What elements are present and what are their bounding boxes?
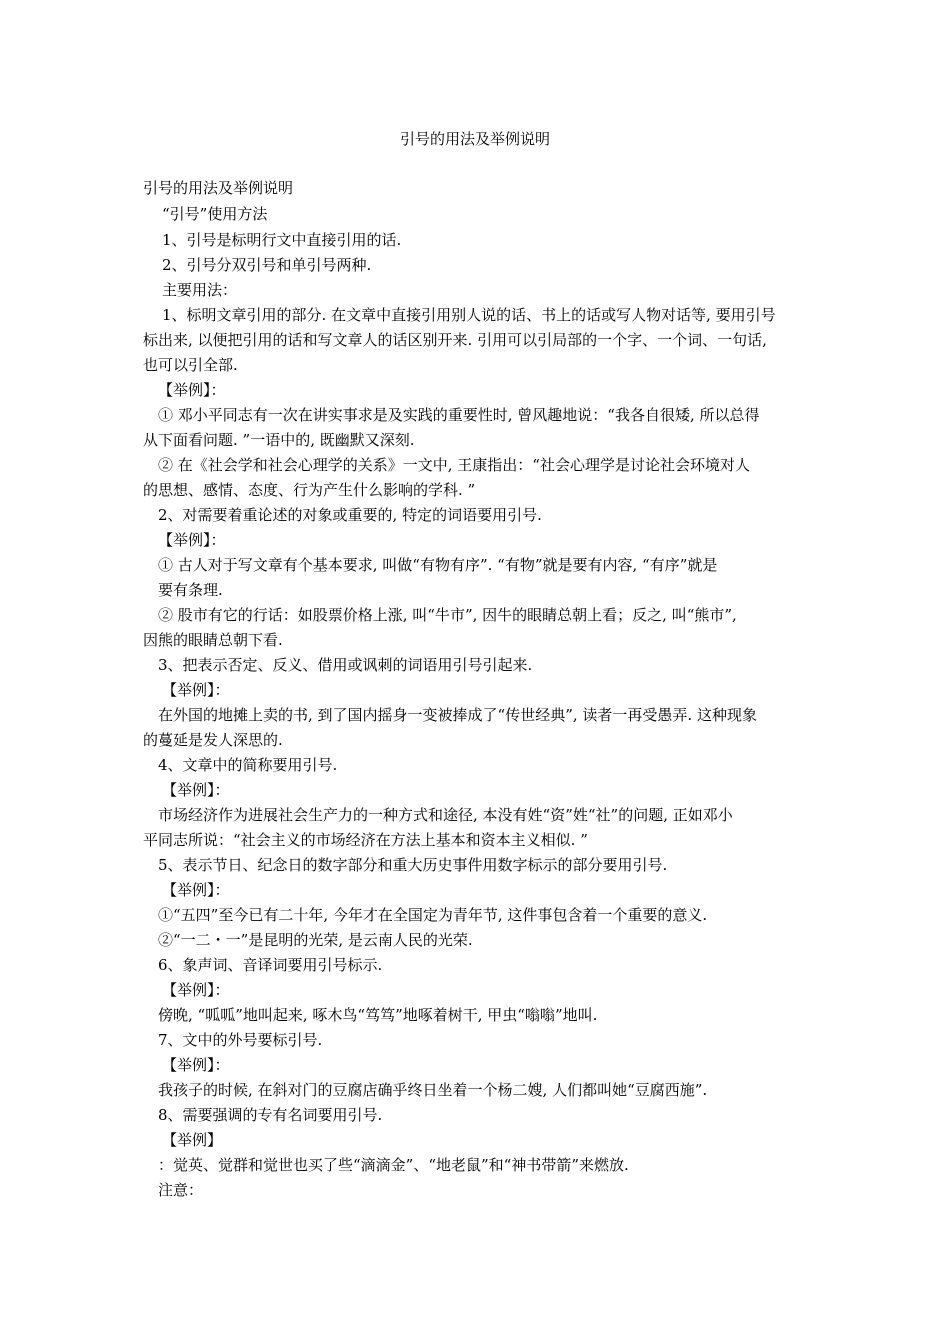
- paragraph-line: 因熊的眼睛总朝下看.: [143, 631, 283, 649]
- example-heading: 【举例】：: [158, 531, 226, 549]
- paragraph-line: 3、把表示否定、反义、借用或讽刺的词语用引号引起来.: [158, 656, 533, 674]
- paragraph-line: 市场经济作为进展社会生产力的一种方式和途径, 本没有姓“资”姓“社”的问题, 正如邓小: [158, 806, 733, 824]
- paragraph-line: 7、文中的外号要标引号.: [158, 1031, 323, 1049]
- paragraph-line: 傍晚, “呱呱”地叫起来, 啄木鸟“笃笃”地啄着树干, 甲虫“嗡嗡”地叫.: [158, 1006, 598, 1024]
- example-heading: 【举例】：: [162, 1056, 230, 1074]
- document-title: 引号的用法及举例说明: [399, 130, 550, 148]
- paragraph-line: 也可以引全部.: [143, 356, 238, 374]
- example-heading: 【举例】：: [162, 881, 230, 899]
- paragraph-line: 注意：: [158, 1181, 204, 1199]
- paragraph-line: ① 古人对于写文章有个基本要求, 叫做“有物有序”. “有物”就是要有内容, “有序”就是: [158, 556, 718, 574]
- paragraph-line: 5、表示节日、纪念日的数字部分和重大历史事件用数字标示的部分要用引号.: [158, 856, 668, 874]
- paragraph-line: 的思想、感情、态度、行为产生什么影响的学科. ”: [143, 481, 476, 499]
- paragraph-line: 我孩子的时候, 在斜对门的豆腐店确乎终日坐着一个杨二嫂, 人们都叫她“豆腐西施”.: [158, 1081, 708, 1099]
- paragraph-line: 平同志所说：“社会主义的市场经济在方法上基本和资本主义相似. ”: [143, 831, 588, 849]
- paragraph-line: 从下面看问题. ”一语中的, 既幽默又深刻.: [143, 431, 415, 449]
- paragraph-line: 1、标明文章引用的部分. 在文章中直接引用别人说的话、书上的话或写人物对话等, 要用引号: [162, 306, 776, 324]
- paragraph-line: 1、引号是标明行文中直接引用的话.: [162, 231, 402, 249]
- paragraph-line: ①“五四”至今已有二十年, 今年才在全国定为青年节, 这件事包含着一个重要的意义.: [158, 906, 708, 924]
- example-heading: 【举例】: [162, 1131, 223, 1149]
- paragraph-line: ② 在《社会学和社会心理学的关系》一文中, 王康指出：“社会心理学是讨论社会环境对人: [158, 456, 750, 474]
- paragraph-line: 2、引号分双引号和单引号两种.: [162, 256, 372, 274]
- paragraph-line: 标出来, 以便把引用的话和写文章人的话区别开来. 引用可以引局部的一个字、一个词、一句话,: [143, 331, 767, 349]
- paragraph-line: 在外国的地摊上卖的书, 到了国内摇身一变被捧成了“传世经典”, 读者一再受愚弄. 这种现象: [158, 706, 757, 724]
- paragraph-line: ② 股市有它的行话：如股票价格上涨, 叫“牛市”, 因牛的眼睛总朝上看；反之, 叫“熊市”,: [158, 606, 737, 624]
- paragraph-line: “引号”使用方法: [162, 205, 268, 223]
- paragraph-line: 8、需要强调的专有名词要用引号.: [158, 1106, 383, 1124]
- paragraph-line: 6、象声词、音译词要用引号标示.: [158, 956, 383, 974]
- paragraph-line: ②“一二・一”是昆明的光荣, 是云南人民的光荣.: [158, 931, 473, 949]
- paragraph-line: 2、对需要着重论述的对象或重要的, 特定的词语要用引号.: [158, 506, 542, 524]
- paragraph-line: 4、文章中的简称要用引号.: [158, 756, 338, 774]
- example-heading: 【举例】：: [158, 381, 226, 399]
- paragraph-line: ：觉英、觉群和觉世也买了些“滴滴金”、“地老鼠”和“神书带箭”来燃放.: [158, 1156, 629, 1174]
- example-heading: 【举例】：: [162, 781, 230, 799]
- paragraph-line: 主要用法：: [162, 281, 238, 299]
- example-heading: 【举例】：: [162, 681, 230, 699]
- paragraph-line: 要有条理.: [158, 581, 223, 599]
- paragraph-line: 引号的用法及举例说明: [143, 179, 294, 197]
- paragraph-line: 的蔓延是发人深思的.: [143, 731, 283, 749]
- example-heading: 【举例】：: [162, 981, 230, 999]
- paragraph-line: ① 邓小平同志有一次在讲实事求是及实践的重要性时, 曾风趣地说：“我各自很矮, 所以总得: [158, 406, 760, 424]
